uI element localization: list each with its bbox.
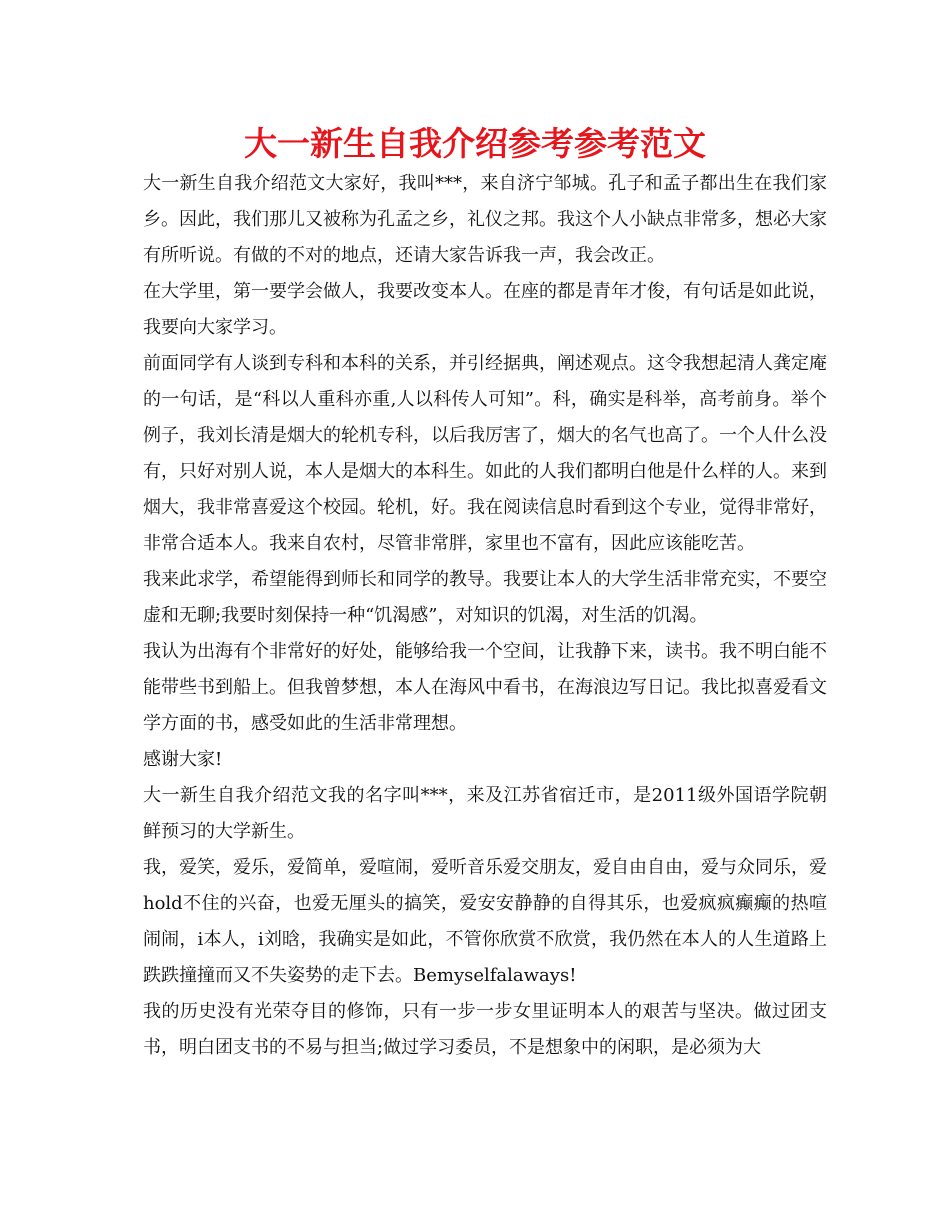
document-title: 大一新生自我介绍参考参考范文 — [244, 124, 706, 163]
paragraph: 感谢大家! — [143, 749, 223, 770]
paragraph: 前面同学有人谈到专科和本科的关系，并引经据典，阐述观点。这令我想起清人龚定庵的一句话，是“科以人重科亦重,人以科传人可知”。科，确实是科举，高考前身。举个例子，我刘长清是烟大的轮机专科，以后我厉害了，烟大的名气也高了。一个人什么没有，只好对别人说，本人是烟大的本科生。如此的人我们都明白他是什么样的人。来到烟大，我非常喜爱这个校园。轮机，好。我在阅读信息时看到这个专业，觉得非常好，非常合适本人。我来自农村，尽管非常胖，家里也不富有，因此应该能吃苦。 — [143, 353, 827, 554]
paragraph: 在大学里，第一要学会做人，我要改变本人。在座的都是青年才俊，有句话是如此说，我要向大家学习。 — [143, 281, 827, 338]
paragraph: 我来此求学，希望能得到师长和同学的教导。我要让本人的大学生活非常充实，不要空虚和无聊;我要时刻保持一种“饥渴感”，对知识的饥渴，对生活的饥渴。 — [143, 569, 827, 626]
paragraph: 我认为出海有个非常好的好处，能够给我一个空间，让我静下来，读书。我不明白能不能带些书到船上。但我曾梦想，本人在海风中看书，在海浪边写日记。我比拟喜爱看文学方面的书，感受如此的生活非常理想。 — [143, 641, 827, 734]
paragraph: 我，爱笑，爱乐，爱简单，爱喧闹，爱听音乐爱交朋友，爱自由自由，爱与众同乐，爱hold不住的兴奋，也爱无厘头的搞笑，爱安安静静的自得其乐，也爱疯疯癫癫的热喧闹闹，i本人，i刘晗，我确实是如此，不管你欣赏不欣赏，我仍然在本人的人生道路上跌跌撞撞而又不失姿势的走下去。Bemyselfalaways! — [143, 857, 827, 986]
paragraph: 我的历史没有光荣夺目的修饰，只有一步一步女里证明本人的艰苦与坚决。做过团支书，明白团支书的不易与担当;做过学习委员，不是想象中的闲职，是必须为大 — [143, 1001, 827, 1058]
paragraph: 大一新生自我介绍范文我的名字叫***，来及江苏省宿迁市，是2011级外国语学院朝鲜预习的大学新生。 — [143, 785, 827, 842]
document-body — [143, 166, 827, 1066]
paragraph: 大一新生自我介绍范文大家好，我叫***，来自济宁邹城。孔子和孟子都出生在我们家乡。因此，我们那儿又被称为孔孟之乡，礼仪之邦。我这个人小缺点非常多，想必大家有所听说。有做的不对的地点，还请大家告诉我一声，我会改正。 — [143, 173, 827, 266]
